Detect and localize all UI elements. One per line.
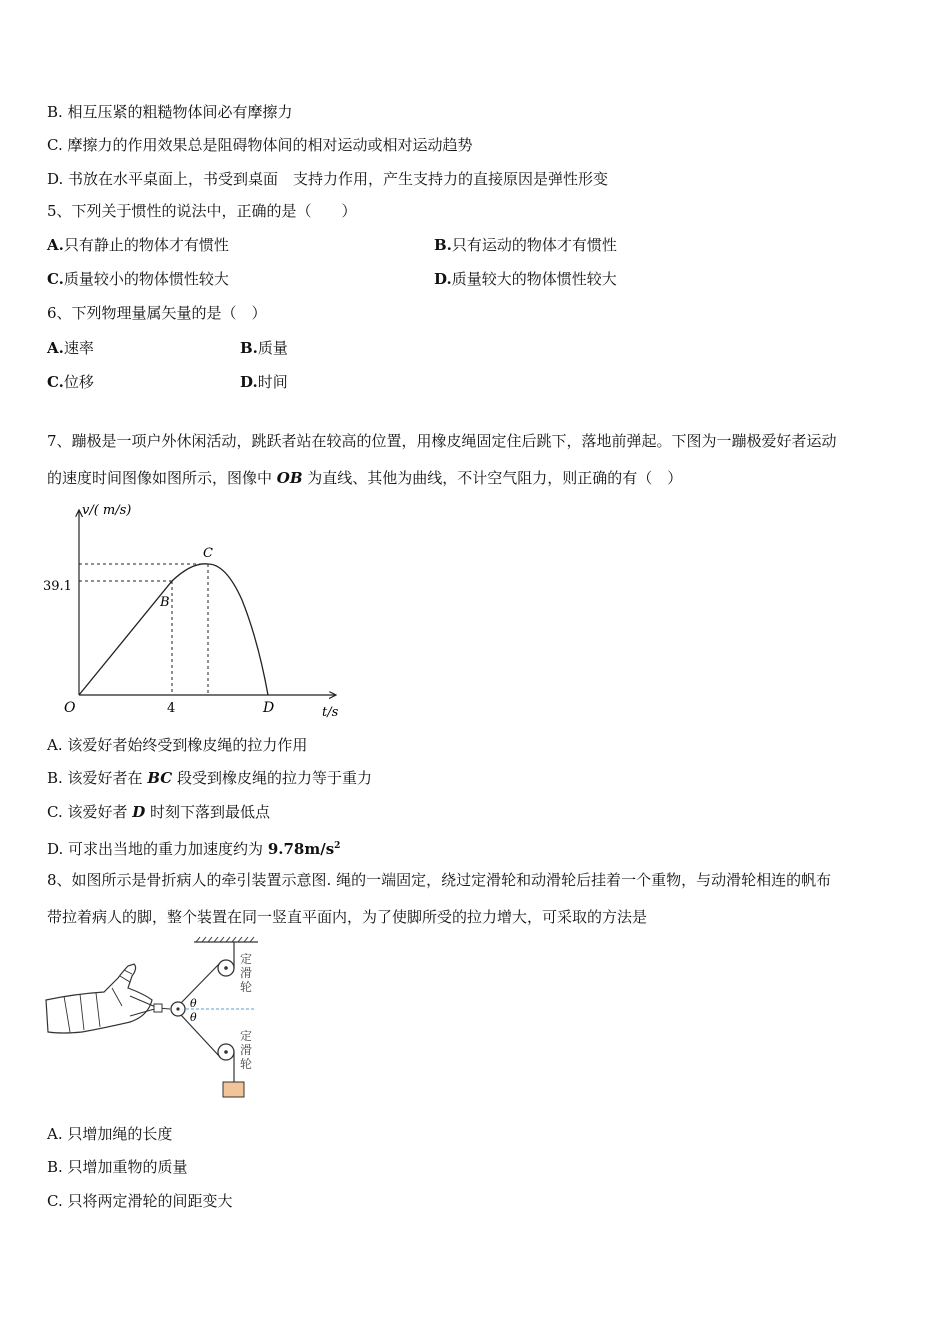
option-letter: D. <box>240 373 258 391</box>
stem-variable: OB <box>276 469 303 487</box>
option-letter: A. <box>47 339 64 357</box>
q7-option-c <box>47 802 270 822</box>
upper-pulley-label-1: 定 <box>240 952 253 966</box>
lower-pulley-label-2: 滑 <box>240 1043 253 1057</box>
q5-option-b <box>434 235 617 255</box>
option-text: B. 该爱好者在 <box>47 769 148 787</box>
option-letter: A. <box>47 236 64 254</box>
option-text: 质量 <box>257 339 288 357</box>
q6-option-b <box>240 338 288 358</box>
q5-option-d <box>434 269 617 289</box>
weight-block <box>223 1082 244 1097</box>
q6-option-a <box>47 338 94 358</box>
option-text: 只有静止的物体才有惯性 <box>63 236 229 254</box>
q7-option-a: A. 该爱好者始终受到橡皮绳的拉力作用 <box>47 736 308 754</box>
option-text: C. 该爱好者 <box>47 803 133 821</box>
q8-option-a: A. 只增加绳的长度 <box>47 1125 173 1143</box>
q4-option-d: D. 书放在水平桌面上，书受到桌面 支持力作用，产生支持力的直接原因是弹性形变 <box>47 170 609 188</box>
q7-option-d <box>47 836 340 859</box>
traction-device-diagram <box>44 936 274 1102</box>
q7-option-b <box>47 768 372 788</box>
lower-pulley-label-1: 定 <box>240 1029 253 1043</box>
superscript: 2 <box>334 841 341 851</box>
velocity-curve <box>79 564 268 695</box>
option-text: 时间 <box>257 373 288 391</box>
q4-option-b: B. 相互压紧的粗糙物体间必有摩擦力 <box>47 103 293 121</box>
q5-option-a <box>47 235 229 255</box>
option-variable: D <box>132 803 146 821</box>
ceiling-hatch <box>196 937 254 942</box>
stem-text: 的速度时间图像如图所示，图像中 <box>47 469 277 487</box>
q4-option-c: C. 摩擦力的作用效果总是阻碍物体间的相对运动或相对运动趋势 <box>47 136 473 154</box>
option-text: 段受到橡皮绳的拉力等于重力 <box>172 769 373 787</box>
q6-stem: 6、下列物理量属矢量的是（ ） <box>47 304 267 322</box>
option-text: 时刻下落到最低点 <box>145 803 271 821</box>
q5-option-c <box>47 269 229 289</box>
upper-pulley-axle <box>224 966 228 970</box>
q8-option-c: C. 只将两定滑轮的间距变大 <box>47 1192 233 1210</box>
x-tick-label: 4 <box>167 701 176 716</box>
upper-pulley-label-2: 滑 <box>240 966 253 980</box>
q8-option-b: B. 只增加重物的质量 <box>47 1158 188 1176</box>
clip <box>154 1004 162 1012</box>
option-text: 只有运动的物体才有惯性 <box>451 236 617 254</box>
option-letter: C. <box>47 270 64 288</box>
q5-stem: 5、下列关于惯性的说法中，正确的是（ ） <box>47 202 357 220</box>
option-text: D. 可求出当地的重力加速度约为 <box>47 840 268 858</box>
q7-stem-line1: 7、蹦极是一项户外休闲活动，跳跃者站在较高的位置，用橡皮绳固定住后跳下，落地前弹起。下图为一蹦极爱好者运动 <box>47 432 837 450</box>
point-c-label: C <box>203 546 213 561</box>
option-text: 位移 <box>63 373 94 391</box>
velocity-time-graph <box>40 500 350 722</box>
moving-pulley-axle <box>176 1007 179 1010</box>
angle-top-label: θ <box>190 997 197 1010</box>
q6-option-c <box>47 372 94 392</box>
point-d-label: D <box>263 700 275 716</box>
option-text: 质量较大的物体惯性较大 <box>451 270 617 288</box>
option-letter: D. <box>434 270 452 288</box>
q8-stem-line2: 带拉着病人的脚，整个装置在同一竖直平面内，为了使脚所受的拉力增大，可采取的方法是 <box>47 908 648 926</box>
origin-label: O <box>64 700 76 716</box>
option-text: 质量较小的物体惯性较大 <box>63 270 229 288</box>
option-text: 速率 <box>63 339 94 357</box>
point-b-label: B <box>160 595 170 610</box>
rope-upper <box>181 963 220 1003</box>
x-axis-label: t/s <box>322 705 339 720</box>
lower-pulley-axle <box>224 1050 228 1054</box>
rope-lower <box>181 1015 220 1057</box>
upper-pulley-label-3: 轮 <box>240 980 253 994</box>
option-letter: B. <box>240 339 258 357</box>
option-letter: B. <box>434 236 452 254</box>
q6-option-d <box>240 372 288 392</box>
lower-pulley-label-3: 轮 <box>240 1057 253 1071</box>
q8-stem-line1: 8、如图所示是骨折病人的牵引装置示意图. 绳的一端固定，绕过定滑轮和动滑轮后挂着一个重物，与动滑轮相连的帆布 <box>47 871 832 889</box>
angle-bottom-label: θ <box>190 1011 197 1024</box>
option-value: 9.78m/s <box>267 840 335 858</box>
stem-text: 为直线、其他为曲线，不计空气阻力，则正确的有（ ） <box>302 469 683 487</box>
option-letter: C. <box>47 373 64 391</box>
y-tick-label: 39.1 <box>43 579 72 594</box>
y-axis-label: v/( m/s) <box>82 503 132 518</box>
q7-stem-line2 <box>47 468 682 488</box>
option-variable: BC <box>147 769 173 787</box>
